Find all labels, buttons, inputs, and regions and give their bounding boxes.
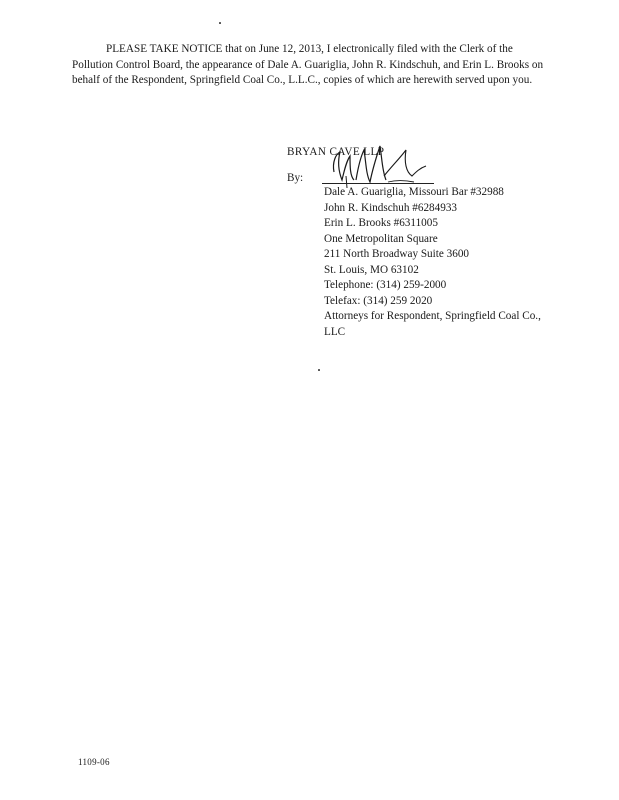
firm-name: BRYAN CAVE LLP	[287, 146, 385, 158]
signature-block-lines	[324, 185, 504, 309]
attorneys-for-statement: Attorneys for Respondent, Springfield Coal Co., LLC	[324, 310, 541, 338]
attorney-line: Dale A. Guariglia, Missouri Bar #32988	[324, 186, 504, 198]
attorney-line: Erin L. Brooks #6311005	[324, 217, 438, 229]
scan-speck	[318, 369, 320, 371]
attorney-line: John R. Kindschuh #6284933	[324, 201, 458, 214]
address-line: 211 North Broadway Suite 3600	[324, 248, 470, 260]
address-line: One Metropolitan Square	[324, 232, 438, 245]
notice-paragraph: PLEASE TAKE NOTICE that on June 12, 2013, I electronically filed with the Clerk of the Pollution Control Board, the appearance of Dale A. Guariglia, John R. Kindschuh, and Erin L. Brooks on behalf of the Respondent, Springfield Coal Co., L.L.C., copies of which are herewith served upon you.	[72, 43, 544, 87]
telefax-line: Telefax: (314) 259 2020	[324, 294, 433, 307]
scan-speck	[219, 22, 221, 24]
footer-document-code: 1109-06	[78, 757, 110, 767]
telephone-line: Telephone: (314) 259-2000	[324, 279, 447, 291]
address-line: St. Louis, MO 63102	[324, 263, 419, 276]
signature-line	[322, 183, 434, 184]
by-label: By:	[287, 172, 304, 184]
